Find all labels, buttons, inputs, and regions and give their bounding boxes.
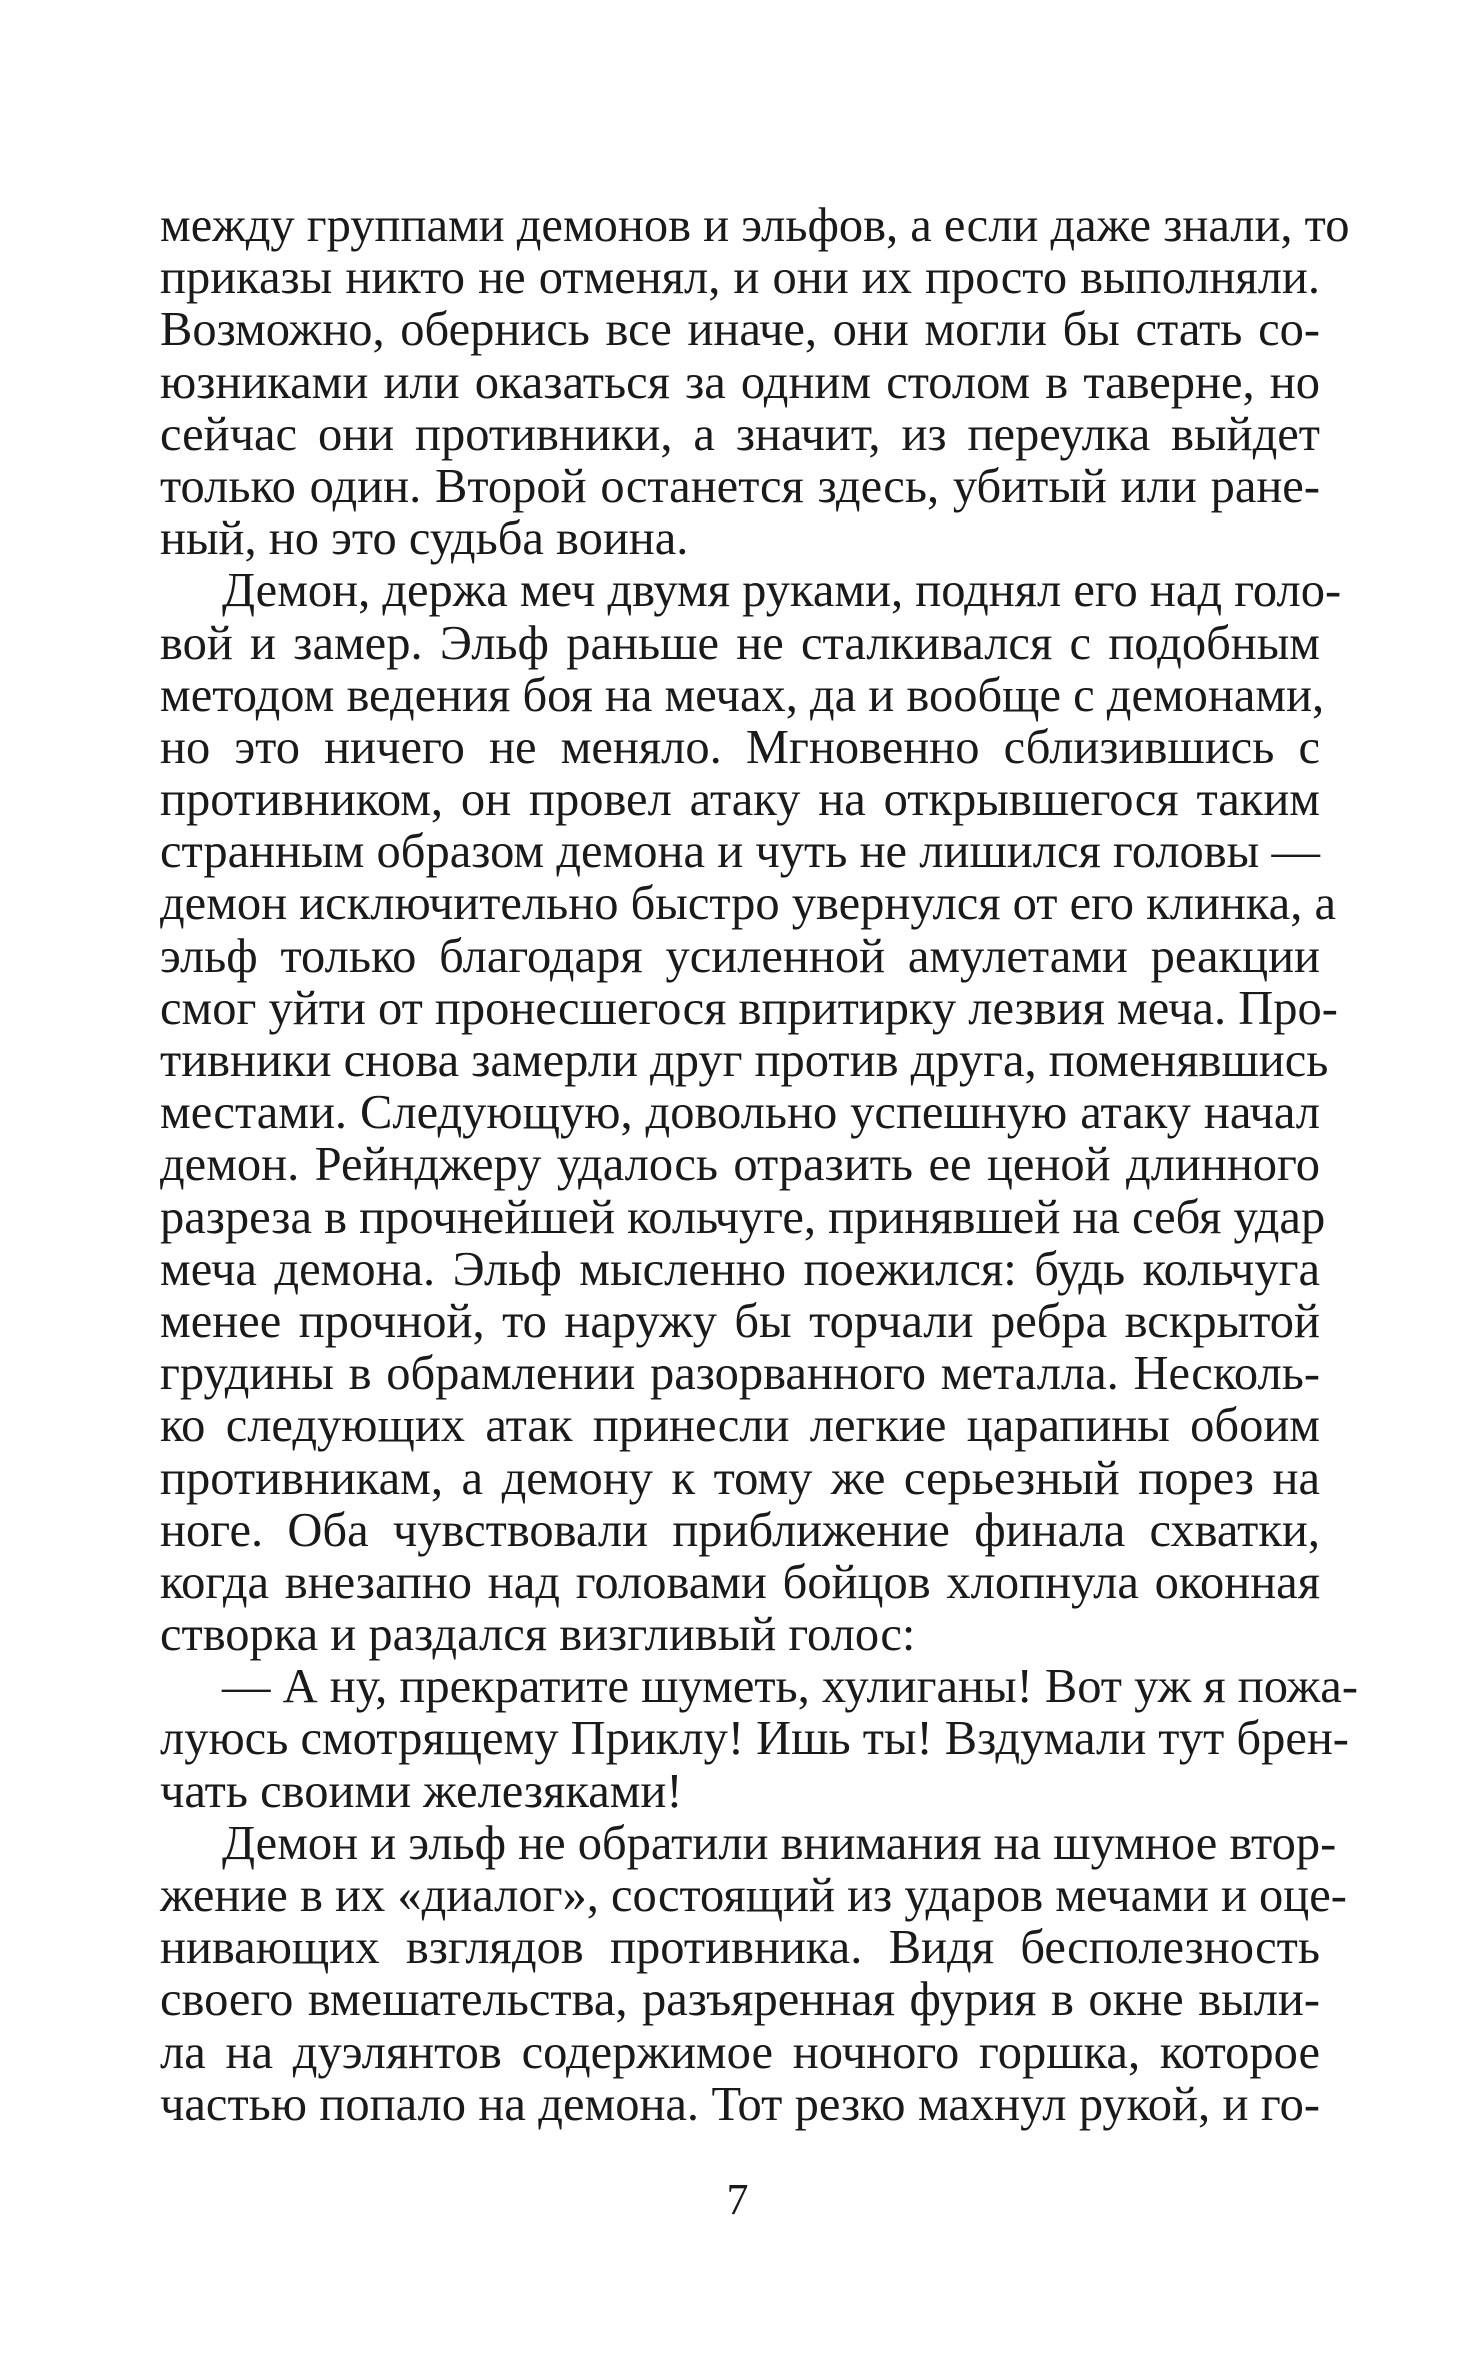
text-line: — А ну, прекратите шуметь, хулиганы! Вот уж я пожа- (222, 1660, 1358, 1714)
text-line: смог уйти от пронесшегося впритирку лезвия меча. Про- (160, 981, 1338, 1035)
text-line: ный, но это судьба воина. (160, 512, 689, 566)
text-line: вой и замер. Эльф раньше не сталкивался с подобным (160, 616, 1320, 670)
text-line: противникам, а демону к тому же серьезный порез на (160, 1451, 1320, 1505)
text-line: юзниками или оказаться за одним столом в таверне, но (160, 355, 1320, 409)
text-line: луюсь смотрящему Приклу! Ишь ты! Вздумали тут брен- (160, 1712, 1349, 1766)
text-line: противником, он провел атаку на открывшегося таким (160, 773, 1320, 827)
text-line: разреза в прочнейшей кольчуге, принявшей на себя удар (160, 1190, 1326, 1244)
text-line: жение в их «диалог», состоящий из ударов мечами и оце- (160, 1869, 1347, 1922)
text-line: ко следующих атак принесли легкие царапины обоим (160, 1399, 1320, 1453)
text-line: когда внезапно над головами бойцов хлопнула оконная (160, 1555, 1320, 1609)
text-line: частью попало на демона. Тот резко махнул рукой, и го- (160, 2077, 1320, 2131)
text-line: грудины в обрамлении разорванного металла. Несколь- (160, 1347, 1320, 1401)
text-line: эльф только благодаря усиленной амулетами реакции (160, 929, 1320, 983)
text-line: Демон и эльф не обратили внимания на шумное втор- (222, 1816, 1337, 1870)
page-number: 7 (726, 2175, 749, 2224)
text-line: створка и раздался визгливый голос: (160, 1608, 916, 1662)
text-line: местами. Следующую, довольно успешную атаку начал (160, 1086, 1320, 1140)
text-line: ла на дуэлянтов содержимое ночного горшка, которое (160, 2025, 1320, 2079)
text-line: но это ничего не меняло. Мгновенно сблизившись с (160, 720, 1320, 774)
text-line: странным образом демона и чуть не лишился головы — (160, 825, 1320, 879)
text-line: сейчас они противники, а значит, из переулка выйдет (160, 407, 1320, 461)
text-line: своего вмешательства, разъяренная фурия в окне выли- (160, 1973, 1320, 2027)
text-line: тивники снова замерли друг против друга, поменявшись (160, 1034, 1329, 1087)
text-line: методом ведения боя на мечах, да и вообще с демонами, (160, 668, 1325, 722)
text-line: Возможно, обернись все иначе, они могли бы стать со- (160, 303, 1320, 357)
page-text (160, 199, 1358, 2131)
text-line: чать своими железяками! (160, 1764, 683, 1818)
text-line: демон. Рейнджеру удалось отразить ее ценой длинного (160, 1138, 1320, 1192)
text-line: меча демона. Эльф мысленно поежился: будь кольчуга (160, 1242, 1320, 1296)
text-line: нивающих взглядов противника. Видя бесполезность (160, 1921, 1320, 1975)
text-line: демон исключительно быстро увернулся от его клинка, а (160, 877, 1336, 931)
text-line: между группами демонов и эльфов, а если даже знали, то (160, 199, 1350, 252)
text-line: Демон, держа меч двумя руками, поднял его над голо- (222, 564, 1342, 618)
text-line: только один. Второй останется здесь, убитый или ране- (160, 459, 1320, 513)
text-line: ноге. Оба чувствовали приближение финала схватки, (160, 1503, 1320, 1557)
text-line: менее прочной, то наружу бы торчали ребра вскрытой (160, 1294, 1320, 1348)
text-line: приказы никто не отменял, и они их просто выполняли. (160, 251, 1320, 305)
